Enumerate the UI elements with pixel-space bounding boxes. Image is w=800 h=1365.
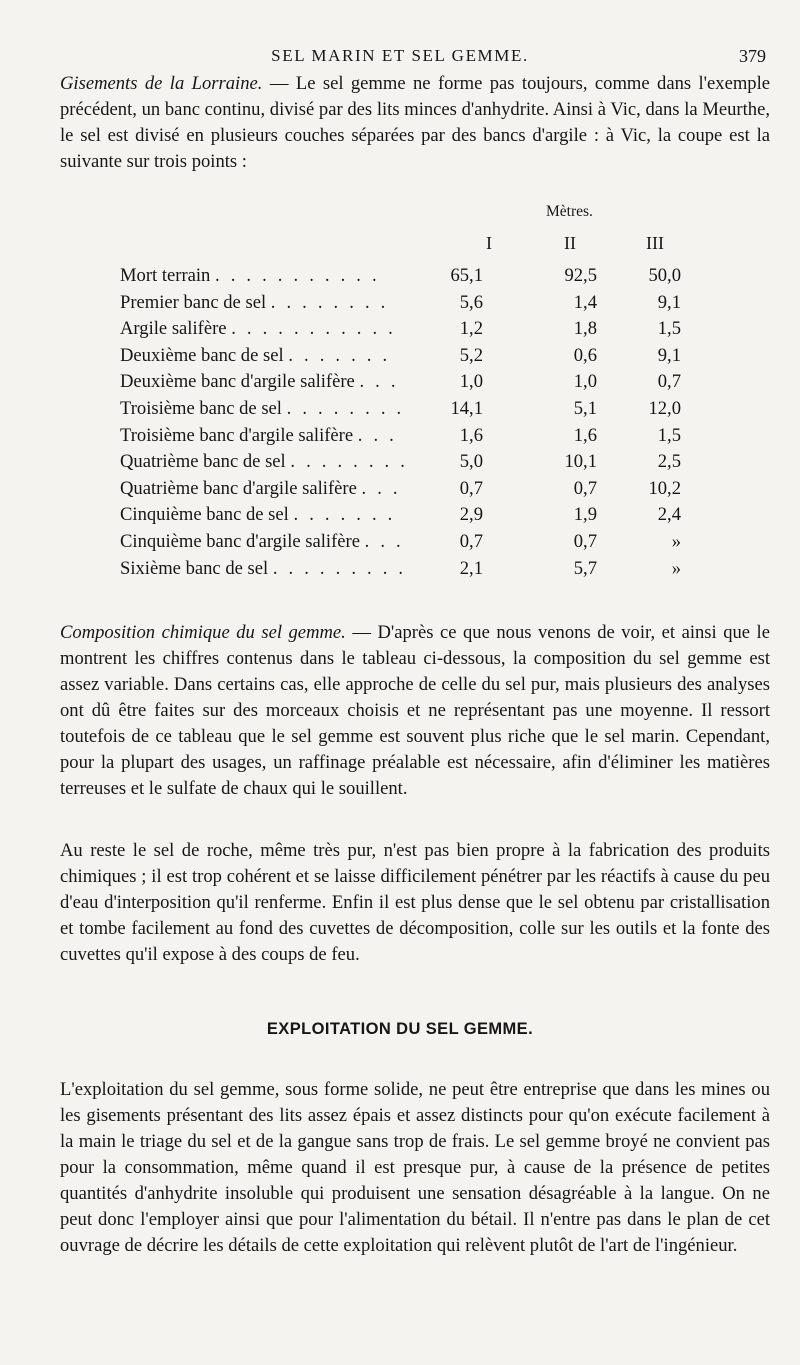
- value-column-3: »: [671, 531, 681, 552]
- row-label-text: Mort terrain: [120, 265, 211, 286]
- value-column-3: 9,1: [657, 344, 681, 366]
- table-row: [0, 425, 800, 451]
- value-column-3: 50,0: [648, 265, 681, 286]
- value-column-2: 1,0: [573, 371, 597, 393]
- value-column-3: 10,2: [648, 477, 681, 499]
- section-title-lorraine: Gisements de la Lorraine.: [60, 73, 263, 94]
- dot-leader: . . . . . . .: [293, 504, 396, 526]
- dot-leader: . . . . . . . . . . .: [215, 265, 380, 286]
- dot-leader: . . .: [364, 531, 404, 552]
- row-label: [120, 478, 401, 500]
- row-label: [120, 531, 404, 553]
- row-label-text: Argile salifère: [120, 318, 227, 340]
- row-label: [120, 345, 390, 367]
- paragraph-exploitation: L'exploitation du sel gemme, sous forme solide, ne peut être entreprise que dans les mines ou les gisements présentant des lits assez épais et assez distincts pour qu'on exécute facilement à la main le triage du sel et de la gangue sans trop de frais. Le sel gemme broyé ne convient pas pour la consommation, même quand il est presque pur, à cause de la présence de petites quantités d'anhydrite insoluble qui produisent une sensation désagréable à la langue. On ne peut donc l'employer ainsi que pour l'alimentation du bétail. Il n'entre pas dans le plan de cet ouvrage de décrire les détails de cette exploitation qui relèvent plutôt de l'art de l'ingénieur.: [60, 1079, 770, 1256]
- value-column-2: 1,4: [573, 291, 597, 313]
- table-row: [0, 371, 800, 397]
- dot-leader: . . . . . . . . . . .: [231, 318, 397, 340]
- value-column-2: 5,7: [573, 557, 597, 579]
- row-label-text: Quatrième banc de sel: [120, 451, 286, 473]
- paragraph-lorraine-text: — Le sel gemme ne forme pas toujours, comme dans l'exemple précédent, un banc continu, divisé par des lits minces d'anhydrite. Ainsi à Vic, dans la Meurthe, le sel est divisé en plusieurs couches séparées par des bancs d'argile : à Vic, la coupe est la suivante sur trois points :: [60, 73, 770, 172]
- value-column-1: 5,2: [459, 344, 483, 366]
- value-column-2: 0,7: [573, 531, 597, 552]
- table-row: [0, 265, 800, 291]
- value-column-1: 5,6: [459, 291, 483, 313]
- table-row: [0, 318, 800, 344]
- table-row: [0, 398, 800, 424]
- value-column-1: 0,7: [459, 477, 483, 499]
- row-label-text: Sixième banc de sel: [120, 557, 269, 579]
- value-column-2: 1,8: [573, 318, 597, 340]
- row-label: [120, 398, 404, 420]
- column-header-2: II: [564, 233, 576, 253]
- row-label: [120, 425, 397, 447]
- value-column-3: 9,1: [657, 291, 681, 313]
- row-label-text: Deuxième banc d'argile salifère: [120, 371, 355, 393]
- value-column-3: 0,7: [657, 371, 681, 393]
- row-label-text: Cinquième banc de sel: [120, 504, 289, 526]
- running-head: [0, 44, 800, 70]
- value-column-1: 1,0: [459, 371, 483, 393]
- table-row: [0, 558, 800, 584]
- value-column-2: 0,6: [573, 344, 597, 366]
- column-header-1: I: [486, 233, 492, 253]
- row-label: [120, 318, 396, 340]
- section-heading-exploitation: EXPLOITATION DU SEL GEMME.: [266, 1020, 534, 1038]
- value-column-1: 14,1: [450, 398, 483, 419]
- paragraph-composition: [60, 620, 770, 802]
- table-units: Mètres.: [546, 203, 593, 220]
- value-column-2: 0,7: [573, 477, 597, 499]
- value-column-2: 92,5: [564, 265, 597, 286]
- dot-leader: . . . . . . . .: [290, 451, 409, 473]
- dot-leader: . . . . . . . . .: [272, 557, 407, 579]
- row-label: [120, 451, 408, 473]
- value-column-3: 1,5: [657, 318, 681, 340]
- table-row: [0, 531, 800, 557]
- table-row: [0, 451, 800, 477]
- row-label: [120, 371, 399, 393]
- table-row: [0, 504, 800, 530]
- value-column-3: 2,5: [657, 451, 681, 473]
- value-column-3: »: [671, 557, 681, 579]
- dot-leader: . . .: [361, 477, 401, 499]
- table-row: [0, 478, 800, 504]
- value-column-2: 1,6: [573, 424, 597, 446]
- value-column-3: 12,0: [648, 398, 681, 419]
- row-label-text: Premier banc de sel: [120, 291, 267, 313]
- value-column-2: 10,1: [564, 451, 597, 473]
- value-column-3: 1,5: [657, 424, 681, 446]
- dot-leader: . . . . . . . .: [286, 398, 405, 419]
- row-label-text: Deuxième banc de sel: [120, 344, 284, 366]
- running-title: SEL MARIN ET SEL GEMME.: [271, 46, 529, 65]
- row-label-text: Troisième banc d'argile salifère: [120, 424, 354, 446]
- paragraph-sel-de-roche: Au reste le sel de roche, même très pur, n'est pas bien propre à la fabrication des produits chimiques ; il est trop cohérent et se laisse difficilement pénétrer par les réactifs à cause du peu d'eau d'interposition qu'il renferme. Enfin il est plus dense que le sel obtenu par cristallisation et tombe facilement au fond des cuvettes de décomposition, colle sur les outils et la fonte des cuvettes qu'il expose à des coups de feu.: [60, 840, 770, 965]
- column-header-3: III: [646, 233, 664, 253]
- paragraph-lorraine: [60, 71, 770, 175]
- row-label-text: Troisième banc de sel: [120, 398, 282, 419]
- value-column-1: 2,1: [459, 557, 483, 579]
- value-column-2: 5,1: [573, 398, 597, 419]
- value-column-1: 0,7: [459, 531, 483, 552]
- row-label-text: Cinquième banc d'argile salifère: [120, 531, 360, 552]
- dot-leader: . . . . . . .: [288, 344, 391, 366]
- paragraph-composition-text: — D'après ce que nous venons de voir, et ainsi que le montrent les chiffres contenus dans le tableau ci-dessous, la composition du sel gemme est assez variable. Dans certains cas, elle approche de celle du sel pur, mais plusieurs des analyses ont dû être faites sur des morceaux choisis et ne représentant pas une moyenne. Il ressort toutefois de ce tableau que le sel gemme est souvent plus riche que le sel marin. Cependant, pour la plupart des usages, un raffinage préalable est nécessaire, afin d'éliminer les matières terreuses et le sulfate de chaux qui le souillent.: [60, 622, 770, 799]
- table-row: [0, 292, 800, 318]
- row-label: [120, 504, 396, 526]
- section-title-composition: Composition chimique du sel gemme.: [60, 622, 346, 643]
- row-label-text: Quatrième banc d'argile salifère: [120, 477, 357, 499]
- value-column-1: 2,9: [459, 504, 483, 526]
- row-label: [120, 292, 389, 314]
- value-column-1: 1,6: [459, 424, 483, 446]
- dot-leader: . . .: [357, 424, 398, 446]
- value-column-3: 2,4: [657, 504, 681, 526]
- row-label: [120, 265, 380, 287]
- dot-leader: . . .: [359, 371, 399, 393]
- table-row: [0, 345, 800, 371]
- row-label: [120, 558, 406, 580]
- value-column-1: 65,1: [450, 265, 483, 286]
- page-number: 379: [739, 46, 766, 66]
- value-column-1: 1,2: [459, 318, 483, 340]
- value-column-2: 1,9: [573, 504, 597, 526]
- dot-leader: . . . . . . . .: [270, 291, 389, 313]
- value-column-1: 5,0: [459, 451, 483, 473]
